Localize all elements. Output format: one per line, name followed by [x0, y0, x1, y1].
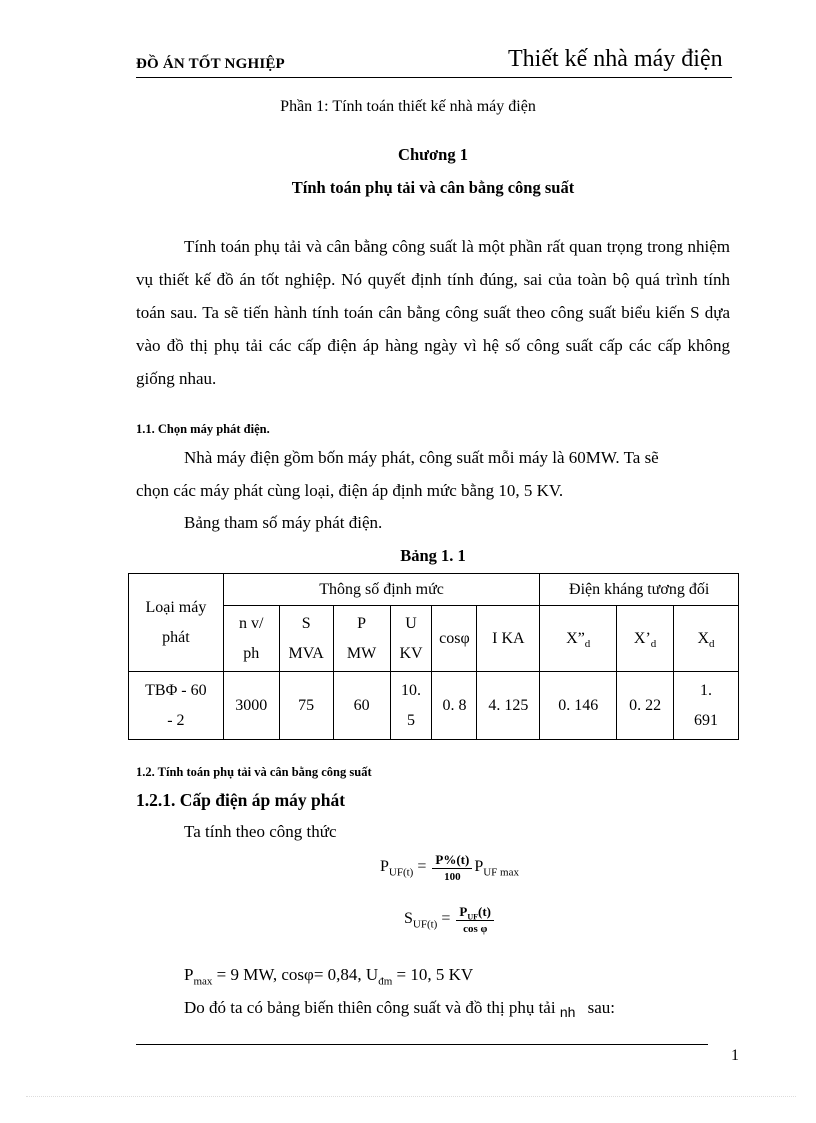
table-caption: Bảng 1. 1: [400, 546, 466, 565]
header-right-title: Thiết kế nhà máy điện: [508, 46, 723, 72]
header-left-title: ĐỒ ÁN TỐT NGHIỆP: [136, 56, 285, 72]
section-1-2-heading: 1.2. Tính toán phụ tải và cân bằng công suất: [136, 765, 372, 779]
closing-line: Do đó ta có bảng biến thiên công suất và đồ thị phụ tải $_{nh}$ sau:: [184, 998, 616, 1020]
header-n: n v/ ph: [223, 606, 279, 672]
header-x-synchronous: $X_d$: [674, 606, 739, 672]
cell-x-subtransient: 0. 146: [540, 672, 617, 740]
cell-x-synchronous: 1. 691: [674, 672, 739, 740]
formula-p-fraction: $\frac{P\%(t)}{100}$: [432, 852, 472, 883]
formula-p-uf: $P_{UF(t)}$ = $\frac{P\%(t)}{100}$ $P_{UF max}$: [380, 852, 519, 883]
header-i: I KA: [477, 606, 540, 672]
table-row: [129, 672, 739, 740]
cell-i: 4. 125: [477, 672, 540, 740]
cell-cos: 0. 8: [432, 672, 477, 740]
header-rated-params: Thông số định mức: [223, 574, 540, 606]
cell-type: TBΦ - 60 - 2: [129, 672, 224, 740]
header-divider: [136, 77, 732, 78]
header-p: P MW: [333, 606, 390, 672]
params-line: $P_{max} = 9$ MW, cosφ= 0,84, $U_{đm} = 10$, 5 KV: [184, 965, 474, 988]
formula-s-fraction: $\frac{P_{UF}(t)}{\text{cos φ}}$: [456, 904, 494, 935]
cell-n: 3000: [223, 672, 279, 740]
intro-text: Tính toán phụ tải và cân bằng công suất là một phần rất quan trọng trong nhiệm vụ thiết kế đồ án tốt nghiệp. Nó quyết định tính đúng, sai của toàn bộ quá trình tính toán sau. Ta sẽ tiến hành tính toán cân bằng công suất theo công suất biểu kiến S dựa vào đồ thị phụ tải các cấp điện áp hàng ngày vì hệ số công suất cấp các cấp không giống nhau.: [136, 237, 730, 388]
formula-intro: Ta tính theo công thức: [184, 822, 337, 841]
page-bottom-dotted-line: [26, 1096, 796, 1097]
intro-paragraph: [136, 230, 730, 395]
footer-divider: [136, 1044, 708, 1045]
chapter-title: Tính toán phụ tải và cân bằng công suất: [291, 178, 575, 197]
header-x-subtransient: $X”_d$: [540, 606, 617, 672]
header-x-transient: $X’_d$: [617, 606, 674, 672]
cell-p: 60: [333, 672, 390, 740]
generator-spec-table: [128, 573, 739, 740]
header-cos: cosφ: [432, 606, 477, 672]
cell-x-transient: 0. 22: [617, 672, 674, 740]
cell-u: 10. 5: [390, 672, 432, 740]
section-1-1-line2: chọn các máy phát cùng loại, điện áp định mức bằng 10, 5 KV.: [136, 481, 564, 500]
section-1-1-line1: Nhà máy điện gồm bốn máy phát, công suất mỗi máy là 60MW. Ta sẽ: [184, 448, 659, 467]
cell-s: 75: [279, 672, 333, 740]
header-u: U KV: [390, 606, 432, 672]
formula-s-uf: $S_{UF(t)}$ = $\frac{P_{UF}(t)}{\text{cos φ}}$: [404, 904, 496, 935]
part-title: Phần 1: Tính toán thiết kế nhà máy điện: [280, 98, 536, 115]
section-1-2-1-heading: 1.2.1. Cấp điện áp máy phát: [136, 790, 346, 810]
header-type: Loại máy phát: [129, 574, 224, 672]
section-1-1-line3: Bảng tham số máy phát điện.: [184, 513, 383, 532]
chapter-number: Chương 1: [398, 145, 468, 164]
header-s: S MVA: [279, 606, 333, 672]
section-1-1-heading: 1.1. Chọn máy phát điện.: [136, 422, 270, 436]
header-reactance: Điện kháng tương đối: [540, 574, 739, 606]
page-number: 1: [731, 1047, 739, 1064]
